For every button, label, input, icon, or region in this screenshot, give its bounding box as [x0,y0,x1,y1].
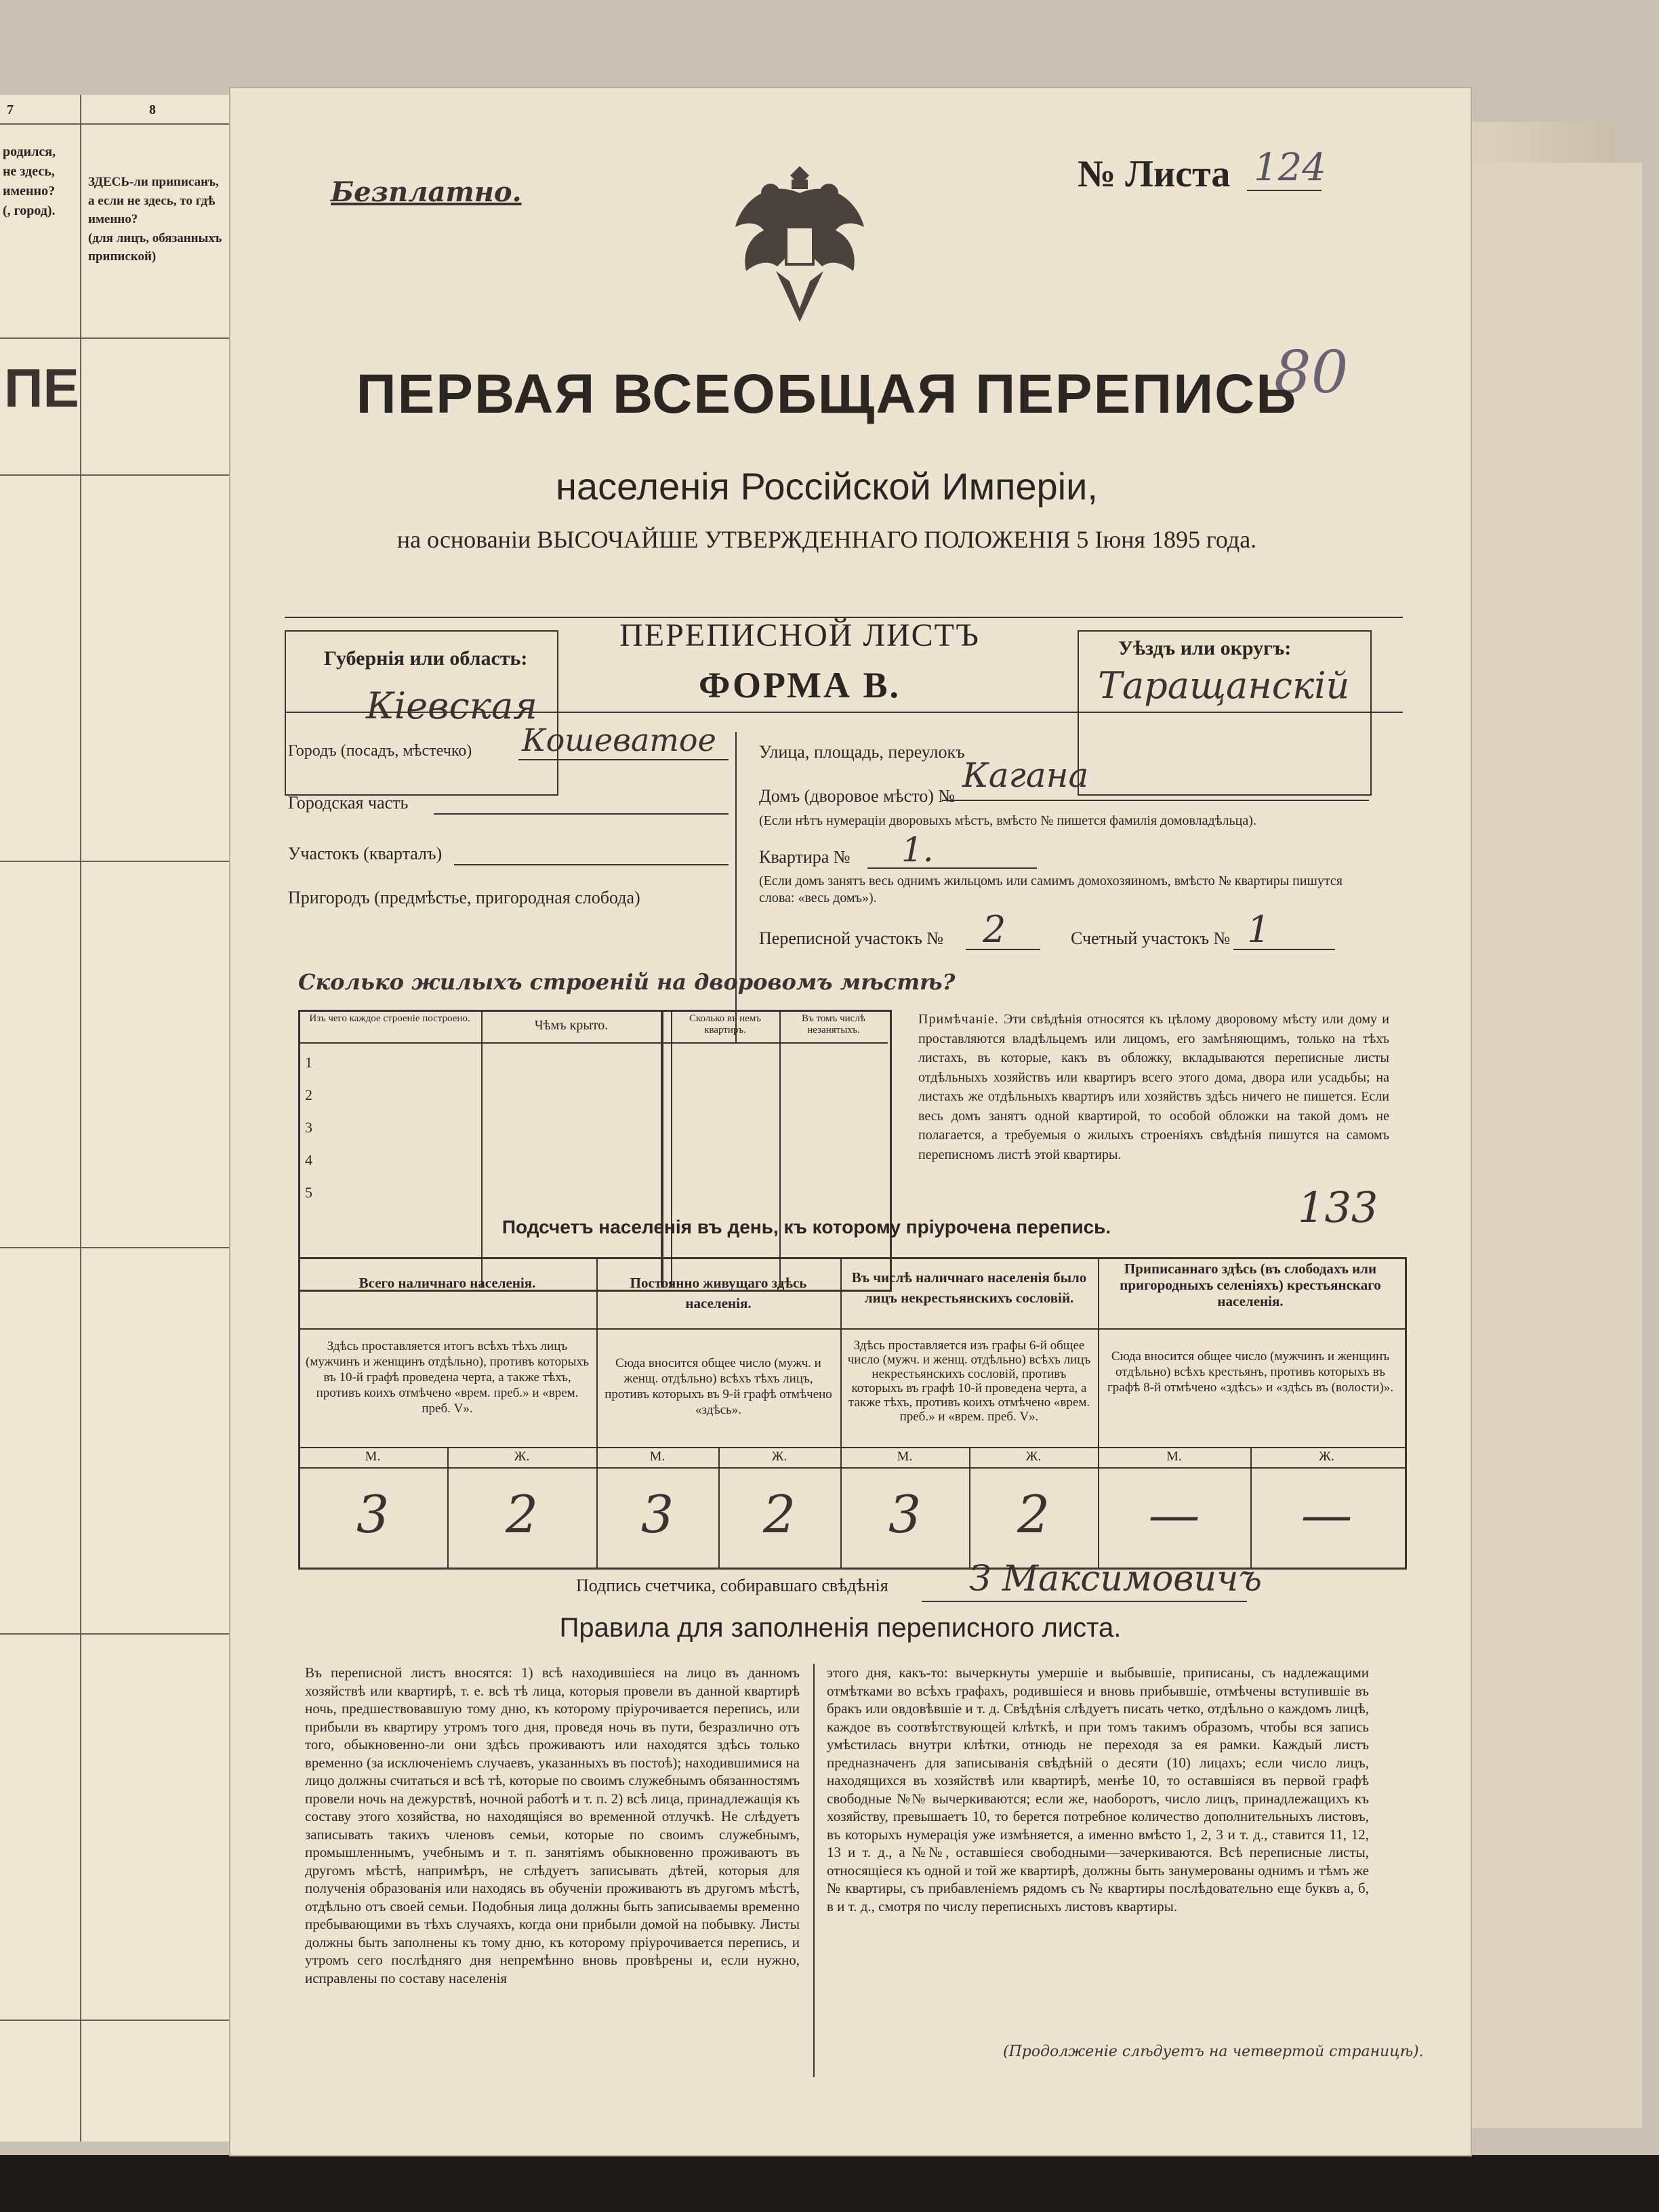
count-m-1: М. [365,1449,381,1464]
rules-title: Правила для заполненія переписного листа. [559,1613,1122,1643]
city-value: Кошеватое [522,722,716,758]
count-district-value: 1 [1247,908,1271,951]
count-header-peasant: Приписаннаго здѣсь (въ слободахъ или пригородныхъ селеніяхъ) крестьянскаго населенія. [1120,1261,1381,1309]
count-value-permanent-m: 3 [640,1484,674,1544]
count-value-nonpeasant-zh: 2 [1017,1484,1050,1544]
count-value-total-m: 3 [356,1484,390,1544]
count-desc-permanent: Сюда вносится общее число (мужч. и женщ. отдѣльно) всѣхъ тѣхъ лицъ, противъ которыхъ въ 9-й графѣ отмѣчено «здѣсь». [605,1356,832,1417]
street-label: Улица, площадь, переулокъ [759,742,965,762]
signature-label: Подпись счетчика, собиравшаго свѣдѣнія [576,1576,888,1595]
apartment-value: 1. [901,830,934,869]
column-7-header: родился, не здесь, именно? (, город). [3,144,56,218]
count-zh-3: Ж. [1025,1449,1042,1464]
table-surface [0,2155,1659,2212]
count-zh-2: Ж. [771,1449,787,1464]
buildings-col-vacant: Въ томъ числѣ незанятыхъ. [802,1013,865,1036]
buildings-col-apartments: Сколько въ немъ квартиръ. [689,1013,762,1036]
buildings-row-1: 1 [305,1054,312,1071]
census-sheet [230,88,1471,2155]
sheet-number-label: № Листа [1078,153,1231,195]
sheet-number-value: 124 [1254,146,1326,190]
count-value-peasant-zh: — [1300,1484,1353,1544]
double-headed-eagle-emblem [722,152,878,329]
house-note: (Если нѣтъ нумераціи дворовыхъ мѣстъ, вмѣсто № пишется фамилія домовладѣльца). [759,813,1256,828]
count-m-2: М. [649,1449,665,1464]
count-value-peasant-m: — [1148,1484,1200,1544]
count-zh-4: Ж. [1319,1449,1334,1464]
count-m-4: М. [1166,1449,1182,1464]
rules-continued-note: (Продолженіе слѣдуетъ на четвертой страницѣ). [1003,2043,1424,2060]
count-header-permanent: Постоянно живущаго здѣсь населенія. [630,1275,807,1311]
buildings-row-2: 2 [305,1086,312,1103]
count-m-3: М. [897,1449,913,1464]
buildings-col-material: Изъ чего каждое строеніе построено. [309,1013,470,1024]
census-subtitle: населенія Россійской Имперіи, [556,465,1098,508]
buildings-row-3: 3 [305,1119,312,1136]
count-title: Подсчетъ населенія въ день, къ которому пріурочена перепись. [501,1216,1111,1237]
left-facing-page [0,95,232,2142]
note-title: Примѣчаніе. [918,1012,999,1027]
count-desc-nonpeasant: Здѣсь проставляется изъ графы 6-й общее число (мужч. и женщ. отдѣльно) всѣхъ лицъ некрестьянскихъ сословій, противъ которыхъ въ графѣ 10-й проведена черта, а также тѣхъ, противъ коихъ отмѣчено «врем. преб.» и «врем. преб. V». [847,1338,1091,1424]
suburb-label: Пригородъ (предмѣстье, пригородная слобода) [288,888,640,907]
uezd-label: Уѣздъ или округъ: [1118,637,1292,659]
count-district-label: Счетный участокъ № [1071,928,1231,948]
pencil-note-80: 80 [1274,339,1349,407]
apartment-label: Квартира № [759,847,851,867]
column-8-header: ЗДЕСЬ-ли приписанъ, а если не здесь, то гдѣ именно? (для лицъ, обязанныхъ припиской) [88,175,222,264]
apartment-note: (Если домъ занятъ весь однимъ жильцомъ или самимъ домохозяиномъ, вмѣсто № квартиры пишутся слова: «весь домъ»). [759,874,1343,905]
census-title: ПЕРВАЯ ВСЕОБЩАЯ ПЕРЕПИСЬ [356,363,1298,425]
house-value: Кагана [962,756,1089,795]
rules-left-column: Въ переписной листъ вносятся: 1) всѣ находившіеся на лицо въ данномъ хозяйствѣ или квартирѣ, т. е. всѣ тѣ лица, которыя провели въ данной квартирѣ ночь, предшествовавшую тому дню, къ которому пріурочивается перепись, или прибыли въ квартиру утромъ того дня, проведя ночь въ пути, безразлично отъ того, обыкновенно-ли они здѣсь проживаютъ или находятся здѣсь только временно (за исключеніемъ случаевъ, указанныхъ въ постоѣ); находившимися на лицо должны считаться и всѣ тѣ, которые по своимъ служебнымъ обязанностямъ провели ночь на дежурствѣ, ночной работѣ и т. п. 2) всѣ лица, принадлежащія къ составу этого хозяйства, но находящіяся во временной отлучкѣ. Не слѣдуетъ записывать такихъ членовъ семьи, которые по своимъ служебнымъ, промышленнымъ, учебнымъ и т. п. занятіямъ обыкновенно проживаютъ въ другомъ мѣстѣ, напримѣръ, не слѣдуетъ записывать дѣтей, которыя для полученія образованія или находясь въ обученіи проживаютъ въ другомъ мѣстѣ, отдѣльно отъ своей семьи. Подобныя лица должны быть записываемы временно пребывающими въ тѣхъ случаяхъ, когда они прибыли домой на побывку. Листы должны быть заполнены къ тому дню, къ которому пріурочивается перепись, и утромъ сего послѣдняго дня непремѣнно вновь провѣрены и, если нужно, исправлены по составу населенія [305,1664,800,1986]
gubernia-value: Кіевская [366,684,537,727]
precinct-label: Участокъ (кварталъ) [288,844,443,863]
count-value-total-zh: 2 [505,1484,539,1544]
house-label: Домъ (дворовое мѣсто) № [759,786,956,806]
count-header-nonpeasant: Въ числѣ наличнаго населенія было лицъ некрестьянскихъ сословій. [851,1269,1087,1306]
gubernia-label: Губернія или область: [324,647,528,670]
census-district-value: 2 [983,908,1006,951]
free-label: Безплатно. [331,176,522,208]
sheet-title: ПЕРЕПИСНОЙ ЛИСТЪ [619,617,980,653]
count-header-total: Всего наличнаго населенія. [359,1275,536,1291]
uezd-value: Таращанскій [1098,664,1350,707]
buildings-note [918,1010,1389,1164]
rules-right-column: этого дня, какъ-то: вычеркнуты умершіе и выбывшіе, приписаны, съ надлежащими отмѣтками во всѣхъ графахъ, родившіеся и вновь прибывшіе, отмѣчены вступившіе въ бракъ или овдовѣвшіе и т. д. Свѣдѣнія слѣдуетъ писать четко, отдѣльно о каждомъ лицѣ, каждое въ соотвѣтствующей клѣткѣ, и при томъ такимъ образомъ, чтобы вся запись умѣстилась внутри клѣтки, отнюдь не переходя за ея рамки. Каждый листъ предназначенъ для записыванія свѣдѣній о десяти (10) лицахъ; если число лицъ, находящихся въ хозяйствѣ или квартирѣ, менѣе 10, то оставшіяся въ первой графѣ свободные №№ вычеркиваются; если же, наоборотъ, число лицъ, принадлежащихъ къ хозяйству, превышаетъ 10, то берется потребное количество дополнительныхъ листовъ, въ которыхъ нумерація уже измѣняется, а именно вмѣсто 1, 2, 3 и т. д., ставится 11, 12, 13 и т. д., а №№, оставшіеся свободными—зачеркиваются. Всѣ переписные листы, относящіеся къ одной и той же квартирѣ, должны быть занумерованы однимъ и тѣмъ же № квартиры, съ прибавленіемъ рядомъ съ № квартиры послѣдовательно еще буквъ а, б, в и т. д., смотря по числу переписныхъ листовъ квартиры. [827,1664,1369,1914]
count-zh-1: Ж. [514,1449,530,1464]
count-value-nonpeasant-m: 3 [888,1484,922,1544]
form-name: ФОРМА В. [699,665,901,705]
count-desc-total: Здѣсь проставляется итогъ всѣхъ тѣхъ лицъ (мужчинъ и женщинъ отдѣльно), противъ которыхъ въ 10-й графѣ проведена черта, а также тѣхъ, противъ коихъ отмѣчено «врем. преб.» и «врем. преб. V». [306,1339,589,1416]
buildings-row-4: 4 [305,1151,312,1168]
column-number-8: 8 [149,102,156,117]
pencil-note-133: 133 [1298,1183,1378,1232]
buildings-col-roof: Чѣмъ крыто. [534,1018,609,1033]
note-text: Эти свѣдѣнія относятся къ цѣлому дворовому мѣсту или дому и проставляются владѣльцемъ или лицомъ, его замѣняющимъ, только на тѣхъ листахъ, въ которые, какъ въ обложку, вкладываются переписные листы отдѣльныхъ хозяйствъ или квартиръ всего этого дома, двора или усадьбы; на листахъ же отдѣльныхъ квартиръ или хозяйствъ здѣсь ничего не пишется. Если весь домъ занятъ одной квартирой, то особой обложки на такой домъ не полагается, а требуемыя о жилыхъ строеніяхъ свѣдѣнія пишутся на самомъ переписномъ листѣ этой квартиры. [918,1012,1389,1162]
count-desc-peasant: Сюда вносится общее число (мужчинъ и женщинъ отдѣльно) всѣхъ крестьянъ, противъ которыхъ въ графѣ 8-й отмѣчено «здѣсь» и «здѣсь въ (волости)». [1107,1349,1393,1395]
count-value-permanent-zh: 2 [762,1484,796,1544]
buildings-question: Сколько жилыхъ строеній на дворовомъ мѣстѣ? [298,969,956,995]
city-district-label: Городская часть [288,793,409,813]
buildings-row-5: 5 [305,1184,312,1201]
census-decree: на основаніи ВЫСОЧАЙШЕ УТВЕРЖДЕННАГО ПОЛОЖЕНІЯ 5 Іюня 1895 года. [396,526,1257,553]
census-district-label: Переписной участокъ № [759,928,944,948]
column-number-7: 7 [7,102,14,117]
enumerator-signature: З Максимовичъ [969,1559,1263,1599]
left-page-title-fragment: ПЕ [4,358,79,418]
buildings-table [298,1010,892,1292]
city-label: Городъ (посадъ, мѣстечко) [288,742,472,760]
